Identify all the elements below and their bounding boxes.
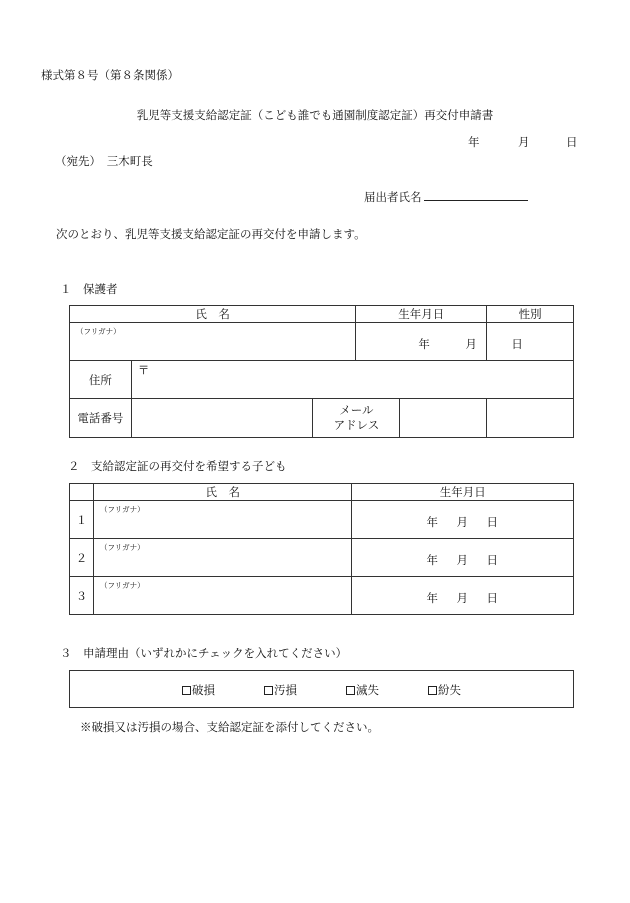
- guardian-name-header: 氏 名: [70, 306, 356, 323]
- checkbox-icon[interactable]: [264, 686, 273, 695]
- applicant-label: 届出者氏名: [364, 190, 422, 204]
- section2-heading: ２ 支給認定証の再交付を希望する子ども: [68, 459, 287, 473]
- date-year: 年: [468, 135, 480, 149]
- birth-day-label: 日: [511, 337, 523, 351]
- child-row: [70, 577, 574, 615]
- child-name-header: 氏 名: [93, 484, 351, 501]
- address-field[interactable]: [131, 361, 573, 399]
- guardian-sex-field[interactable]: [487, 323, 574, 361]
- section1-heading: １ 保護者: [60, 282, 118, 296]
- address-label: 住所: [70, 361, 132, 399]
- reason-option-soiled[interactable]: 汚損: [264, 682, 297, 698]
- form-number: 様式第８号（第８条関係）: [41, 68, 179, 82]
- note-text: ※破損又は汚損の場合、支給認定証を添付してください。: [80, 720, 379, 734]
- child-row-number: ３: [70, 577, 94, 615]
- form-title: 乳児等支援支給認定証（こども誰でも通園制度認定証）再交付申請書: [136, 108, 494, 122]
- addressee: （宛先） 三木町長: [55, 154, 153, 168]
- checkbox-icon[interactable]: [428, 686, 437, 695]
- checkbox-icon[interactable]: [346, 686, 355, 695]
- guardian-table: [69, 305, 574, 438]
- child-row: [70, 501, 574, 539]
- guardian-birth-field[interactable]: [356, 323, 523, 361]
- reason-option-destroyed[interactable]: 滅失: [346, 682, 379, 698]
- birth-year-label: 年: [418, 337, 430, 351]
- guardian-birth-header: 生年月日: [356, 306, 487, 323]
- postal-mark: 〒: [137, 363, 150, 377]
- intro-text: 次のとおり、乳児等支援支給認定証の再交付を申請します。: [56, 227, 366, 241]
- checkbox-icon[interactable]: [182, 686, 191, 695]
- reason-box: [69, 670, 574, 708]
- child-name-field[interactable]: （フリガナ）: [93, 577, 351, 615]
- children-table: [69, 483, 574, 615]
- section3-heading: ３ 申請理由（いずれかにチェックを入れてください）: [60, 646, 348, 660]
- email-field[interactable]: [400, 399, 486, 437]
- birth-month-label: 月: [465, 337, 477, 351]
- child-name-field[interactable]: （フリガナ）: [93, 501, 351, 539]
- child-birth-field[interactable]: 年 月 日: [352, 539, 574, 577]
- furigana-label: （フリガナ）: [76, 327, 121, 336]
- applicant-signature-line[interactable]: [424, 200, 528, 201]
- phone-label: 電話番号: [70, 399, 132, 438]
- child-birth-header: 生年月日: [352, 484, 574, 501]
- child-birth-field[interactable]: 年 月 日: [352, 577, 574, 615]
- guardian-sex-header: 性別: [487, 306, 574, 323]
- child-row-number: ２: [70, 539, 94, 577]
- child-birth-field[interactable]: 年 月 日: [352, 501, 574, 539]
- reason-option-lost[interactable]: 紛失: [428, 682, 461, 698]
- child-name-field[interactable]: （フリガナ）: [93, 539, 351, 577]
- guardian-name-field[interactable]: [70, 323, 356, 361]
- reason-option-damage[interactable]: 破損: [182, 682, 215, 698]
- child-row-number: １: [70, 501, 94, 539]
- email-label: メール アドレス: [313, 399, 400, 437]
- phone-field[interactable]: [131, 399, 313, 438]
- date-month: 月: [518, 135, 530, 149]
- date-day: 日: [566, 135, 578, 149]
- child-row: [70, 539, 574, 577]
